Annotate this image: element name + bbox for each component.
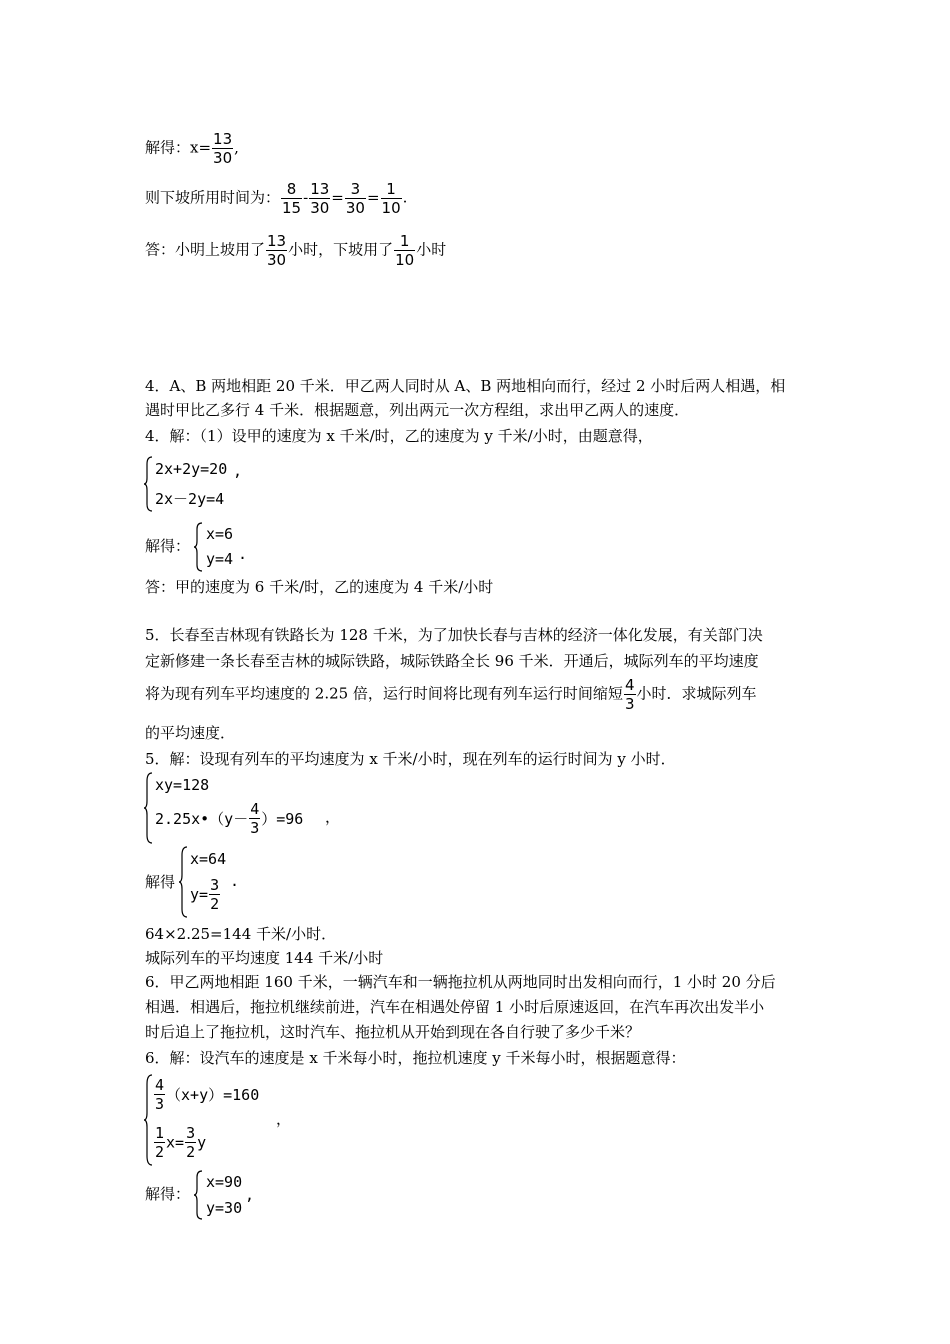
p5-result-x: x=64: [190, 850, 227, 868]
p6-equation-comma: ，: [276, 1110, 292, 1128]
p4-equation-2: 2x－2y=4: [155, 490, 225, 508]
p5-result-dot: .: [230, 872, 240, 890]
p6-solution-line-1: 6．解：设汽车的速度是 x 千米每小时，拖拉机速度 y 千米每小时，根据题意得：: [145, 1049, 686, 1067]
p6-solve-label: 解得：: [145, 1185, 191, 1203]
p6-equation-2: $\frac{1}{2}$ x= $\frac{3}{2}$ y: [155, 1124, 207, 1161]
p4-result-x: x=6: [206, 525, 234, 543]
p5-question-line-4: 的平均速度．: [145, 724, 236, 742]
p6-result-comma: ,: [245, 1186, 255, 1204]
p6-equation-brace: [143, 1074, 153, 1166]
p3-fraction-3: $\frac{3}{30}$: [345, 180, 365, 217]
p4-result-y: y=4: [206, 550, 234, 568]
p5-solution-line-1: 5．解：设现有列车的平均速度为 x 千米/小时，现在列车的运行时间为 y 小时．: [145, 750, 676, 768]
p6-equation-1: $\frac{4}{3}$ （x+y）=160: [155, 1076, 260, 1113]
p3-solve-line: 解得：x= $\frac{13}{30}$ ,: [145, 130, 239, 167]
p4-answer: 答：甲的速度为 6 千米/时，乙的速度为 4 千米/小时: [145, 578, 494, 596]
p6-result-y: y=30: [206, 1199, 243, 1217]
p5-equation-fraction: $\frac{4}{3}$: [250, 800, 260, 837]
p3-fraction-2: $\frac{13}{30}$: [310, 180, 330, 217]
p6-result-brace: [193, 1170, 203, 1220]
p4-equation-comma: ,: [233, 462, 243, 480]
p5-equation-brace: [143, 772, 153, 844]
p6-equation-2-fraction-b: $\frac{3}{2}$: [186, 1124, 196, 1161]
p5-question-fraction: $\frac{4}{3}$: [624, 676, 635, 713]
p6-question-line-1: 6．甲乙两地相距 160 千米，一辆汽车和一辆拖拉机从两地同时出发相向而行，1 小时 20 分后: [145, 973, 776, 991]
p5-answer: 城际列车的平均速度 144 千米/小时: [145, 949, 384, 967]
p4-question-line-2: 遇时甲比乙多行 4 千米．根据题意，列出两元一次方程组，求出甲乙两人的速度．: [145, 401, 690, 419]
p3-fraction-1: $\frac{8}{15}$: [282, 180, 302, 217]
p3-down-prefix: 则下坡所用时间为：: [145, 188, 281, 207]
p5-equation-1: xy=128: [155, 776, 210, 794]
p6-question-line-3: 时后追上了拖拉机，这时汽车、拖拉机从开始到现在各自行驶了多少千米？: [145, 1023, 641, 1041]
p4-result-dot: .: [238, 545, 248, 563]
p4-equation-brace: [143, 456, 153, 512]
p6-question-line-2: 相遇．相遇后，拖拉机继续前进，汽车在相遇处停留 1 小时后原速返回，在汽车再次出发半小: [145, 998, 765, 1016]
p3-answer-fraction-1: $\frac{13}{30}$: [267, 232, 287, 269]
p4-equation-1: 2x+2y=20: [155, 460, 228, 478]
p5-question-line-1: 5．长春至吉林现有铁路长为 128 千米，为了加快长春与吉林的经济一体化发展，有关部门决: [145, 626, 763, 644]
p5-question-line-3: 将为现有列车平均速度的 2.25 倍，运行时间将比现有列车运行时间缩短 $\frac{4}{3}$ 小时．求城际列车: [145, 676, 757, 713]
p5-solve-label: 解得: [145, 873, 176, 891]
p5-result-y: y= $\frac{3}{2}$: [190, 876, 220, 913]
p3-answer-line: 答：小明上坡用了 $\frac{13}{30}$ 小时，下坡用了 $\frac{1}{10}$ 小时: [145, 232, 447, 269]
p3-solve-prefix: 解得：x=: [145, 138, 212, 157]
p3-down-line: 则下坡所用时间为： $\frac{8}{15}$ - $\frac{13}{30}$ = $\frac{3}{30}$ = $\frac{1}{10}$ .: [145, 180, 408, 217]
p6-equation-2-fraction-a: $\frac{1}{2}$: [155, 1124, 165, 1161]
p4-result-brace: [193, 522, 203, 572]
p6-result-x: x=90: [206, 1173, 243, 1191]
p4-question-line-1: 4．A、B 两地相距 20 千米．甲乙两人同时从 A、B 两地相向而行，经过 2 小时后两人相遇，相: [145, 377, 786, 395]
p3-fraction-4: $\frac{1}{10}$: [381, 180, 401, 217]
p4-solution-line-1: 4．解：（1）设甲的速度为 x 千米/时，乙的速度为 y 千米/小时，由题意得，: [145, 427, 653, 445]
p5-question-line-2: 定新修建一条长春至吉林的城际铁路，城际铁路全长 96 千米．开通后，城际列车的平均速度: [145, 652, 759, 670]
p3-answer-fraction-2: $\frac{1}{10}$: [395, 232, 415, 269]
p5-result-fraction: $\frac{3}{2}$: [210, 876, 220, 913]
p5-result-brace: [178, 846, 188, 918]
p4-solve-label: 解得：: [145, 537, 191, 555]
p3-solve-fraction: $\frac{13}{30}$: [213, 130, 233, 167]
p5-equation-2: 2.25x•（y－ $\frac{4}{3}$ ）=96: [155, 800, 304, 837]
p6-equation-1-fraction: $\frac{4}{3}$: [155, 1076, 165, 1113]
p5-calculation: 64×2.25=144 千米/小时．: [145, 925, 337, 943]
p5-equation-comma: ，: [325, 808, 341, 826]
